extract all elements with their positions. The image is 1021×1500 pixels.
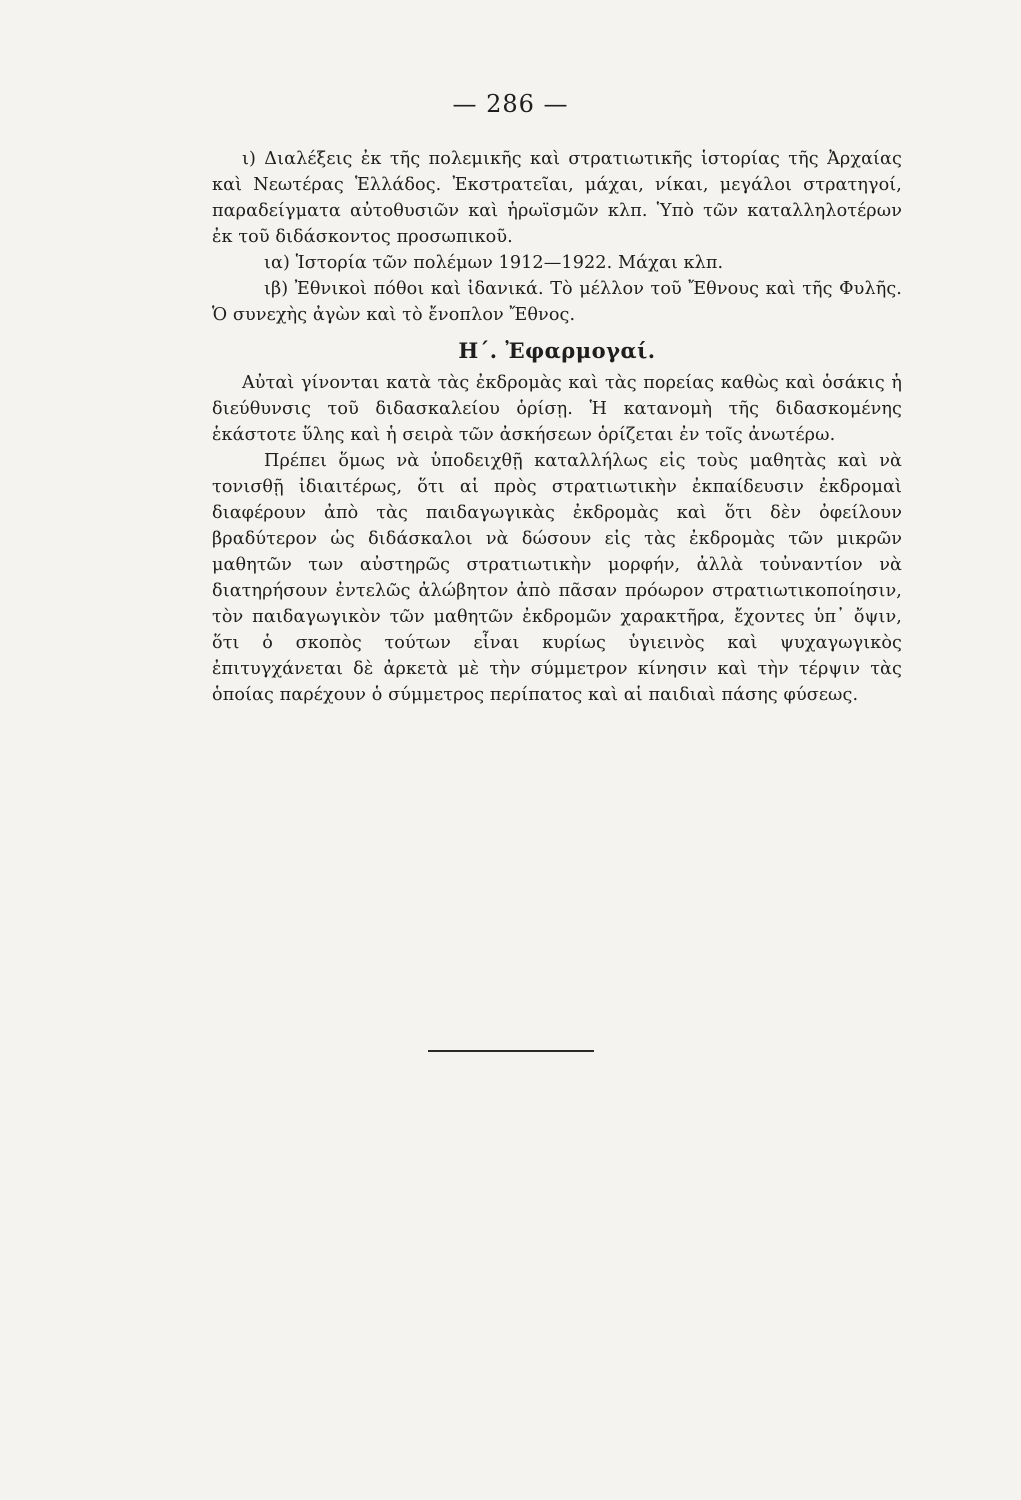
paragraph-applications-1: Αὐταὶ γίνονται κατὰ τὰς ἐκδρομὰς καὶ τὰς πορείας καθὼς καὶ ὁσάκις ἡ διεύθυνσις τοῦ διδασκαλείου ὁρίσῃ. Ἡ κατανομὴ τῆς διδασκομένης ἑκάστοτε ὕλης καὶ ἡ σειρὰ τῶν ἀσκήσεων ὁρίζεται ἐν τοῖς ἀνωτέρω. <box>212 373 902 445</box>
footnote-divider <box>428 1050 594 1052</box>
paragraph-iota: ι) Διαλέξεις ἐκ τῆς πολεμικῆς καὶ στρατιωτικῆς ἱστορίας τῆς Ἀρχαίας καὶ Νεωτέρας Ἑλλάδος. Ἐκστρατεῖαι, μάχαι, νίκαι, μεγάλοι στρατηγοί, παραδείγματα αὐτοθυσιῶν καὶ ἡρωϊσμῶν κλπ. Ὑπὸ τῶν καταλληλοτέρων ἐκ τοῦ διδάσκοντος προσωπικοῦ. <box>212 149 902 247</box>
page-number: — 286 — <box>452 90 569 118</box>
section-heading: Η΄. Ἐφαρμογαί. <box>458 338 656 363</box>
paragraph-applications-2: Πρέπει ὅμως νὰ ὑποδειχθῇ καταλλήλως εἰς τοὺς μαθητὰς καὶ νὰ τονισθῇ ἰδιαιτέρως, ὅτι αἱ πρὸς στρατιωτικὴν ἐκπαίδευσιν ἐκδρομαὶ διαφέρουν ἀπὸ τὰς παιδαγωγικὰς ἐκδρομὰς καὶ ὅτι δὲν ὀφείλουν βραδύτερον ὡς διδάσκαλοι νὰ δώσουν εἰς τὰς ἐκδρομὰς τῶν μικρῶν μαθητῶν των αὐστηρῶς στρατιωτικὴν μορφήν, ἀλλὰ τοὐναντίον νὰ διατηρήσουν ἐντελῶς ἀλώβητον ἀπὸ πᾶσαν πρόωρον στρατιωτικοποίησιν, τὸν παιδαγωγικὸν τῶν μαθητῶν ἐκδρομῶν χαρακτῆρα, ἔχοντες ὑπ᾿ ὄψιν, ὅτι ὁ σκοπὸς τούτων εἶναι κυρίως ὑγιεινὸς καὶ ψυχαγωγικὸς ἐπιτυγχάνεται δὲ ἀρκετὰ μὲ τὴν σύμμετρον κίνησιν καὶ τὴν τέρψιν τὰς ὁποίας παρέχουν ὁ σύμμετρος περίπατος καὶ αἱ παιδιαὶ πάσης φύσεως. <box>212 451 902 705</box>
paragraph-ia: ια) Ἱστορία τῶν πολέμων 1912—1922. Μάχαι κλπ. <box>264 253 724 273</box>
body-text <box>212 146 902 708</box>
paragraph-ib: ιβ) Ἐθνικοὶ πόθοι καὶ ἰδανικά. Τὸ μέλλον τοῦ Ἔθνους καὶ τῆς Φυλῆς. Ὁ συνεχὴς ἀγὼν καὶ τὸ ἔνοπλον Ἔθνος. <box>212 279 902 325</box>
